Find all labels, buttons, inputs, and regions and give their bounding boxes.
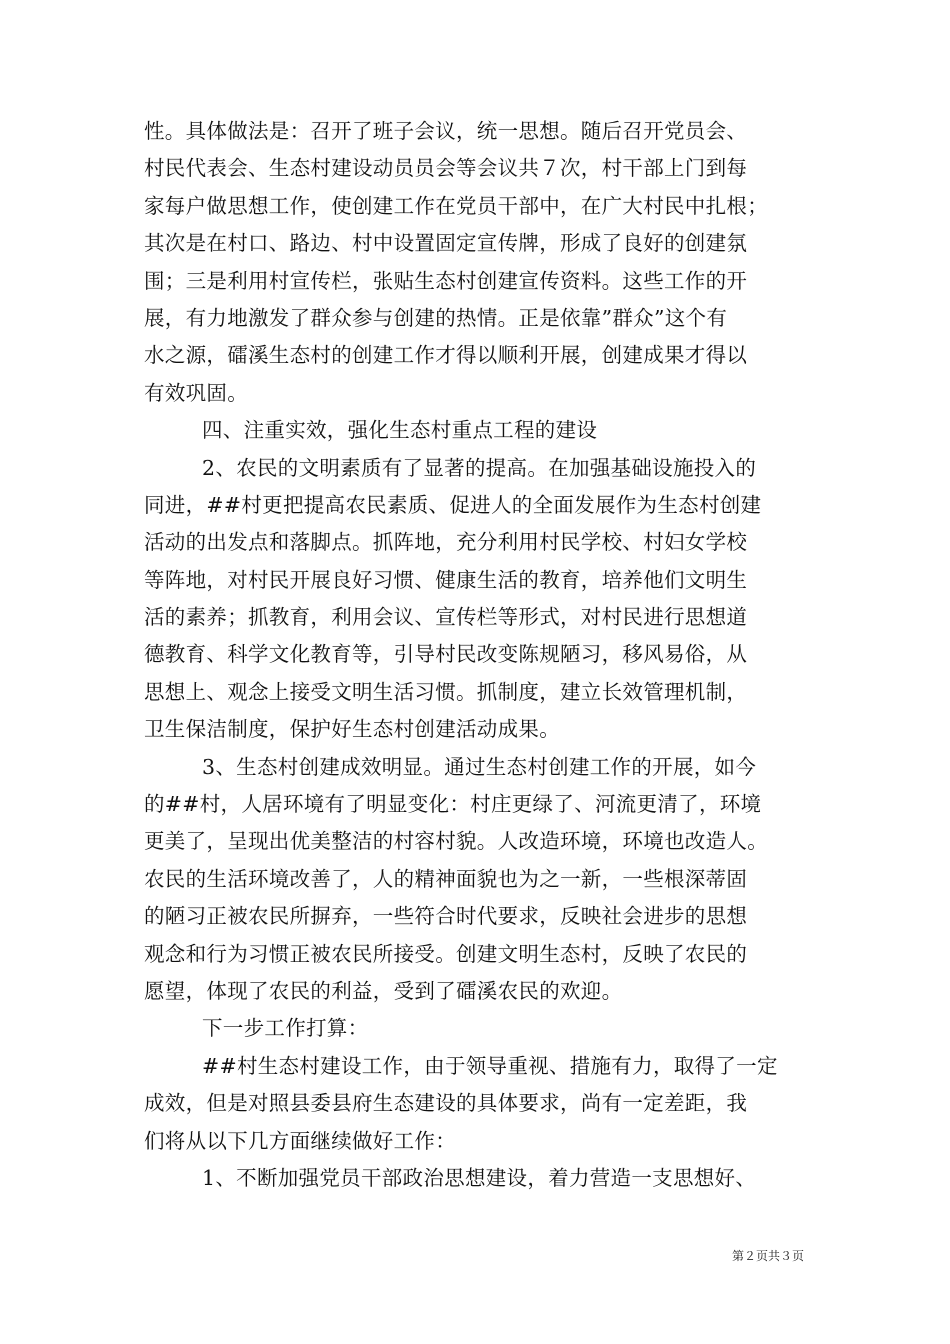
text-line: 水之源，礌溪生态村的创建工作才得以顺利开展，创建成果才得以 [144, 343, 748, 368]
text-line: 其次是在村口、路边、村中设置固定宣传牌，形成了良好的创建氛 [144, 231, 748, 256]
section-heading: 下一步工作打算： [202, 1016, 369, 1041]
text-line: 德教育、科学文化教育等，引导村民改变陈规陋习，移风易俗，从 [144, 642, 748, 667]
text-line: 思想上、观念上接受文明生活习惯。抓制度，建立长效管理机制， [144, 679, 748, 704]
text-line: 卫生保洁制度，保护好生态村创建活动成果。 [144, 717, 560, 742]
text-line: 活的素养；抓教育，利用会议、宣传栏等形式，对村民进行思想道 [144, 605, 748, 630]
text-line: 3、生态村创建成效明显。通过生态村创建工作的开展，如今 [202, 754, 757, 779]
text-line: 性。具体做法是：召开了班子会议，统一思想。随后召开党员会、 [144, 119, 748, 143]
text-line: 愿望，体现了农民的利益，受到了礌溪农民的欢迎。 [144, 978, 623, 1003]
page-number: 第２页共３页 [731, 1249, 804, 1263]
text-line: 家每户做思想工作，使创建工作在党员干部中，在广大村民中扎根； [144, 193, 768, 218]
text-line: 活动的出发点和落脚点。抓阵地，充分利用村民学校、村妇女学校 [144, 530, 748, 555]
text-line: 围；三是利用村宣传栏，张贴生态村创建宣传资料。这些工作的开 [144, 268, 748, 293]
text-line: 村民代表会、生态村建设动员员会等会议共７次，村干部上门到每 [144, 156, 748, 181]
text-line: 更美了，呈现出优美整洁的村容村貌。人改造环境，环境也改造人。 [144, 829, 768, 854]
text-line: 等阵地，对村民开展良好习惯、健康生活的教育，培养他们文明生 [144, 567, 748, 592]
document-body [144, 113, 806, 1197]
text-line: ##村生态村建设工作，由于领导重视、措施有力，取得了一定 [202, 1053, 778, 1078]
text-line: 们将从以下几方面继续做好工作： [144, 1128, 456, 1153]
text-line: 农民的生活环境改善了，人的精神面貌也为之一新，一些根深蒂固 [144, 866, 748, 891]
text-line: 1、不断加强党员干部政治思想建设，着力营造一支思想好、 [202, 1165, 757, 1190]
text-line: 成效，但是对照县委县府生态建设的具体要求，尚有一定差距，我 [144, 1091, 748, 1116]
text-line: 有效巩固。 [144, 380, 248, 405]
text-line: 的##村，人居环境有了明显变化：村庄更绿了、河流更清了，环境 [144, 792, 762, 817]
section-heading: 四、注重实效，强化生态村重点工程的建设 [202, 418, 598, 443]
text-line: 展，有力地激发了群众参与创建的热情。正是依靠”群众”这个有 [144, 305, 728, 330]
text-line: 的陋习正被农民所摒弃，一些符合时代要求，反映社会进步的思想 [144, 904, 748, 929]
text-line: 2、农民的文明素质有了显著的提高。在加强基础设施投入的 [202, 455, 757, 480]
text-line: 同进，##村更把提高农民素质、促进人的全面发展作为生态村创建 [144, 492, 762, 517]
text-line: 观念和行为习惯正被农民所接受。创建文明生态村，反映了农民的 [144, 941, 748, 966]
